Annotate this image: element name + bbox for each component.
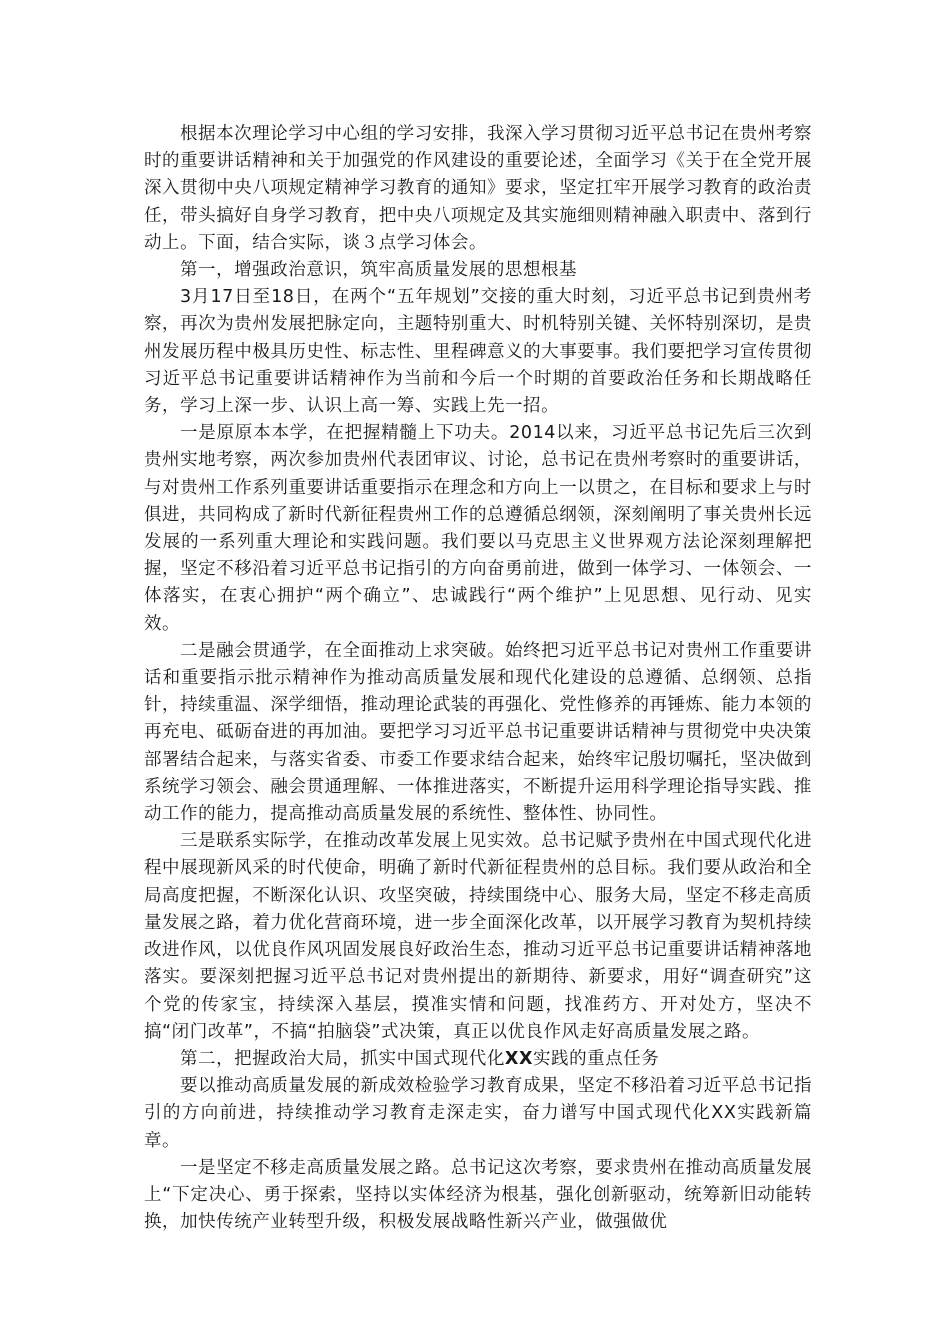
body-paragraph: 要以推动高质量发展的新成效检验学习教育成果，坚定不移沿着习近平总书记指引的方向前进，持续推动学习教育走深走实，奋力谱写中国式现代化XX实践新篇章。 xyxy=(144,1076,812,1151)
section-heading-2-lead: 第二，把握政治大局，抓实中国式现代化 xyxy=(180,1048,505,1069)
body-paragraph: 二是融会贯通学，在全面推动上求突破。始终把习近平总书记对贵州工作重要讲话和重要指示批示精神作为推动高质量发展和现代化建设的总遵循、总纲领、总指针，持续重温、深学细悟，推动理论武装的再强化、党性修养的再锤炼、能力本领的再充电、砥砺奋进的再加油。要把学习习近平总书记重要讲话精神与贯彻党中央决策部署结合起来，与落实省委、市委工作要求结合起来，始终牢记殷切嘱托，坚决做到系统学习领会、融会贯通理解、一体推进落实，不断提升运用科学理论指导实践、推动工作的能力，提高推动高质量发展的系统性、整体性、协同性。 xyxy=(144,640,812,825)
body-paragraph: 三是联系实际学，在推动改革发展上见实效。总书记赋予贵州在中国式现代化进程中展现新风采的时代使命，明确了新时代新征程贵州的总目标。我们要从政治和全局高度把握，不断深化认识、攻坚突破，持续围绕中心、服务大局，坚定不移走高质量发展之路，着力优化营商环境，进一步全面深化改革，以开展学习教育为契机持续改进作风，以优良作风巩固发展良好政治生态，推动习近平总书记重要讲话精神落地落实。要深刻把握习近平总书记对贵州提出的新期待、新要求，用好“调查研究”这个党的传家宝，持续深入基层，摸准实情和问题，找准药方、开对处方，坚决不搞“闭门改革”，不搞“拍脑袋”式决策，真正以优良作风走好高质量发展之路。 xyxy=(144,831,812,1042)
body-paragraph: 一是原原本本学，在把握精髓上下功夫。2014以来，习近平总书记先后三次到贵州实地考察，两次参加贵州代表团审议、讨论，总书记在贵州考察时的重要讲话，与对贵州工作系列重要讲话重要指示在理念和方向上一以贯之，在目标和要求上与时俱进，共同构成了新时代新征程贵州工作的总遵循总纲领，深刻阐明了事关贵州长远发展的一系列重大理论和实践问题。我们要以马克思主义世界观方法论深刻理解把握，坚定不移沿着习近平总书记指引的方向奋勇前进，做到一体学习、一体领会、一体落实，在衷心拥护“两个确立”、忠诚践行“两个维护”上见思想、见行动、见实效。 xyxy=(144,423,812,634)
body-paragraph: 一是坚定不移走高质量发展之路。总书记这次考察，要求贵州在推动高质量发展上“下定决心、勇于探索，坚持以实体经济为根基，强化创新驱动，统筹新旧动能转换，加快传统产业转型升级，积极发展战略性新兴产业，做强做优 xyxy=(144,1157,812,1233)
section-heading-2-tail: 实践的重点任务 xyxy=(533,1048,660,1069)
section-heading-2-xx: XX xyxy=(504,1048,533,1069)
body-paragraph: 3月17日至18日，在两个“五年规划”交接的重大时刻，习近平总书记到贵州考察，再次为贵州发展把脉定向，主题特别重大、时机特别关键、关怀特别深切，是贵州发展历程中极具历史性、标志性、里程碑意义的大事要事。我们要把学习宣传贯彻习近平总书记重要讲话精神作为当前和今后一个时期的首要政治任务和长期战略任务，学习上深一步、认识上高一筹、实践上先一招。 xyxy=(144,287,812,417)
document-body xyxy=(144,121,812,1236)
intro-paragraph: 根据本次理论学习中心组的学习安排，我深入学习贯彻习近平总书记在贵州考察时的重要讲话精神和关于加强党的作风建设的重要论述，全面学习《关于在全党开展深入贯彻中央八项规定精神学习教育的通知》要求，坚定扛牢开展学习教育的政治责任，带头搞好自身学习教育，把中央八项规定及其实施细则精神融入职责中、落到行动上。下面，结合实际，谈３点学习体会。 xyxy=(144,124,812,253)
section-heading-1: 第一，增强政治意识，筑牢高质量发展的思想根基 xyxy=(180,260,578,281)
section-heading-2 xyxy=(144,1046,812,1073)
